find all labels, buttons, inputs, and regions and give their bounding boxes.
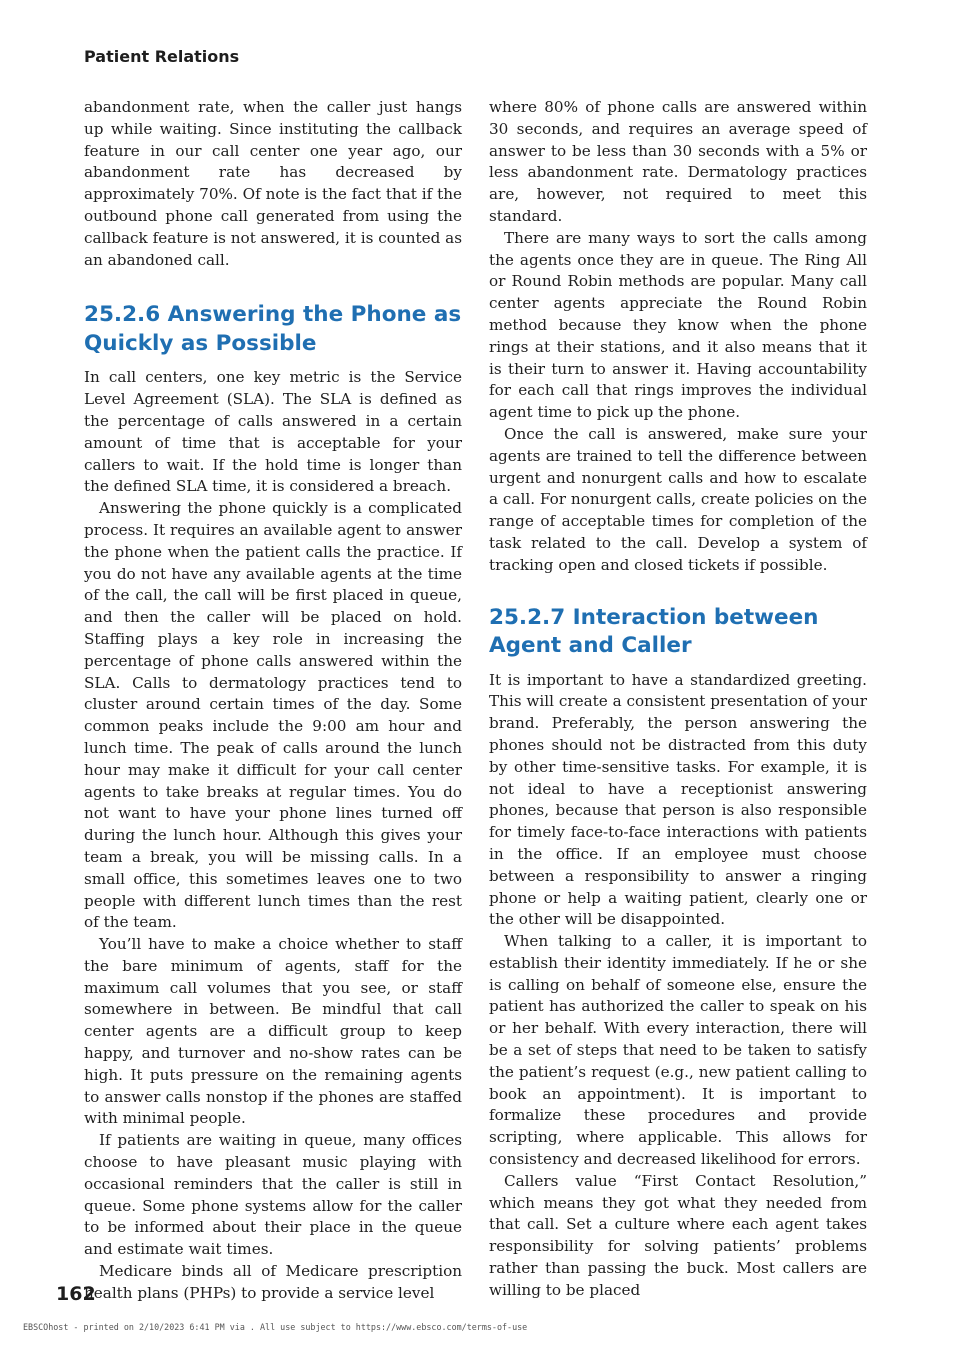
section-heading-25-2-7: 25.2.7 Interaction between Agent and Caller: [489, 604, 819, 659]
paragraph: You’ll have to make a choice whether to staff the bare minimum of agents, staff for the maximum call volumes that you see, or staff somewhere in between. Be mindful that call center agents are a difficult group to keep happy, and turnover and no-show rates can be high. It puts pressure on the remaining agents to answer calls nonstop if the phones are staffed with minimal people.: [84, 935, 462, 1128]
paragraph: Callers value “First Contact Resolution,” which means they got what they needed from that call. Set a culture where each agent takes responsibility for solving patients’ problems rather than passing the buck. Most callers are willing to be placed: [489, 1171, 867, 1299]
paragraph: It is important to have a standardized greeting. This will create a consistent presentation of your brand. Preferably, the person answering the phones should not be distracted from this duty by other time-sensitive tasks. For example, it is not ideal to have a receptionist answering phones, because that person is also responsible for timely face-to-face interactions with patients in the office. If an employee must choose between a responsibility to answer a ringing phone or help a waiting patient, clearly one or the other will be disappointed.: [489, 670, 867, 929]
paragraph: In call centers, one key metric is the Service Level Agreement (SLA). The SLA is defined as the percentage of calls answered in a certain amount of time that is acceptable for your callers to wait. If the hold time is longer than the defined SLA time, it is considered a breach.: [84, 368, 462, 496]
paragraph: When talking to a caller, it is important to establish their identity immediately. If he or she is calling on behalf of someone else, ensure the patient has authorized the caller to speak on his or her behalf. With every interaction, there will be a set of steps that need to be taken to satisfy the patient’s request (e.g., new patient calling to book an appointment). It is important to formalize these procedures and provide scripting, where applicable. This allows for consistency and decreased likelihood for errors.: [489, 932, 867, 1169]
paragraph: Answering the phone quickly is a complicated process. It requires an available agent to answer the phone when the patient calls the practice. If you do not have any available agents at the time of the call, the call will be first placed in queue, and then the caller will be placed on hold. Staffing plays a key role in increasing the percentage of phone calls answered within the SLA. Calls to dermatology practices tend to cluster around certain times of the day. Some common peaks include the 9:00 am hour and lunch time. The peak of calls around the lunch hour may make it difficult for your call center agents to take breaks at regular times. You do not want to have your phone lines turned off during the lunch hour. Although this gives your team a break, you will be missing calls. In a small office, this sometimes leaves one to two people with different lunch times than the rest of the team.: [84, 499, 462, 932]
running-header: Patient Relations: [84, 47, 240, 66]
left-column: [84, 97, 462, 1305]
paragraph: where 80% of phone calls are answered within 30 seconds, and requires an average speed of answer to be less than 30 seconds with a 5% or less abandonment rate. Dermatology practices are, however, not required to meet this standard.: [489, 98, 867, 225]
paragraph: abandonment rate, when the caller just hangs up while waiting. Since instituting the callback feature in our call center one year ago, our abandonment rate has decreased by approximately 70%. Of note is the fact that if the outbound phone call generated from using the callback feature is not answered, it is counted as an abandoned call.: [84, 98, 462, 269]
paragraph: If patients are waiting in queue, many offices choose to have pleasant music playing with occasional reminders that the caller is still in queue. Some phone systems allow for the caller to be informed about their place in the queue and estimate wait times.: [84, 1131, 462, 1259]
paragraph: Medicare binds all of Medicare prescription health plans (PHPs) to provide a service level: [84, 1262, 462, 1302]
ebsco-print-notice: EBSCOhost - printed on 2/10/2023 6:41 PM via . All use subject to https://www.ebsco.com/terms-of-use: [23, 1322, 528, 1332]
paragraph: Once the call is answered, make sure your agents are trained to tell the difference between urgent and nonurgent calls and how to escalate a call. For nonurgent calls, create policies on the range of acceptable times for completion of the task related to the call. Develop a system of tracking open and closed tickets if possible.: [489, 424, 867, 574]
paragraph: There are many ways to sort the calls among the agents once they are in queue. The Ring All or Round Robin methods are popular. Many call center agents appreciate the Round Robin method because they know when the phone rings at their stations, and it also means that it is their turn to answer it. Having accountability for each call that rings improves the individual agent time to pick up the phone.: [489, 228, 867, 422]
right-column: [489, 97, 867, 1302]
section-heading-25-2-6: 25.2.6 Answering the Phone as Quickly as Possible: [84, 302, 462, 356]
page-number: 162: [56, 1283, 96, 1305]
